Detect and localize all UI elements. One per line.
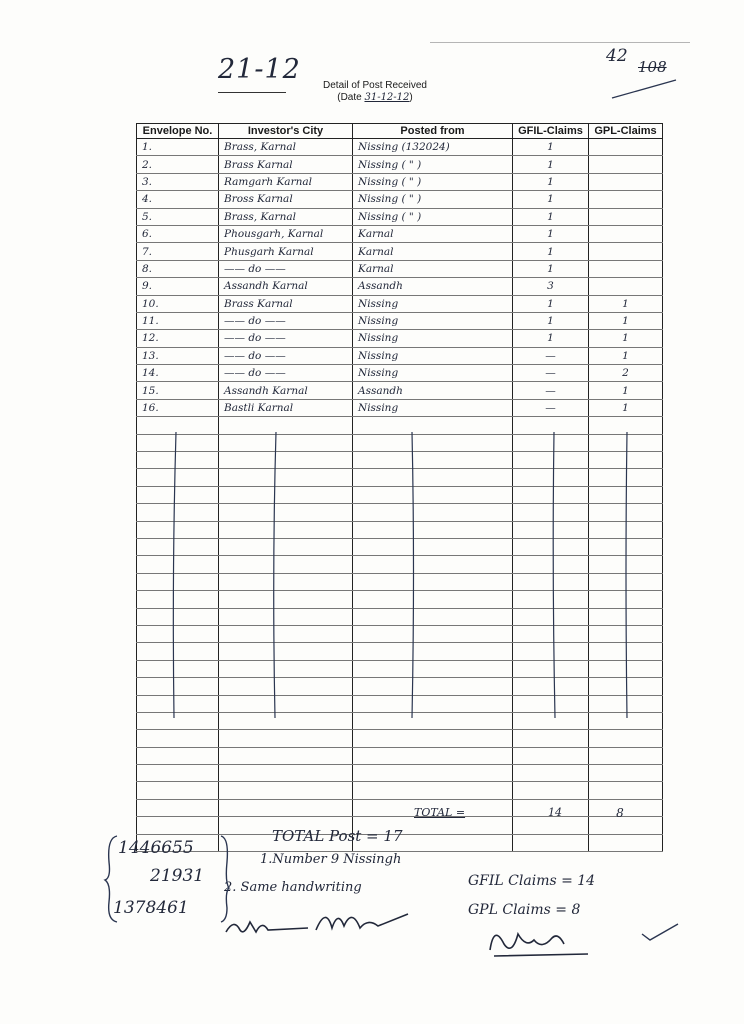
cell-envelope-no: 6. (137, 225, 219, 242)
blank-table-row (137, 747, 663, 764)
cell-envelope-no: 5. (137, 208, 219, 225)
col-envelope-no: Envelope No. (137, 124, 219, 139)
cell-investor-city: Phousgarh, Karnal (219, 225, 353, 242)
cell-gfil-claim: 1 (513, 139, 589, 156)
cell-investor-city: Bastli Karnal (219, 399, 353, 416)
cell-investor-city (219, 625, 353, 642)
cell-investor-city (219, 486, 353, 503)
col-gpl-claims: GPL-Claims (589, 124, 663, 139)
table-row (137, 225, 663, 242)
cell-gpl-claim (589, 260, 663, 277)
cell-gfil-claim: — (513, 382, 589, 399)
cell-gpl-claim (589, 834, 663, 851)
cell-posted-from: Nissing ( " ) (353, 208, 513, 225)
cell-gpl-claim (589, 156, 663, 173)
cell-investor-city (219, 573, 353, 590)
cell-envelope-no (137, 782, 219, 799)
table-row (137, 260, 663, 277)
cell-posted-from: Karnal (353, 260, 513, 277)
cell-envelope-no (137, 799, 219, 816)
blank-table-row (137, 678, 663, 695)
blank-table-row (137, 712, 663, 729)
date-underline (218, 92, 286, 93)
blank-table-row (137, 782, 663, 799)
total-gfil: 14 (548, 806, 562, 819)
blank-strike-line-3 (408, 430, 418, 720)
table-row (137, 382, 663, 399)
cell-investor-city (219, 538, 353, 555)
handwritten-date: 21-12 (218, 54, 301, 85)
cell-investor-city: Assandh Karnal (219, 382, 353, 399)
cell-investor-city (219, 678, 353, 695)
cell-gfil-claim: — (513, 365, 589, 382)
blank-strike-line-2 (270, 430, 280, 720)
cell-envelope-no: 1. (137, 139, 219, 156)
cell-posted-from (353, 434, 513, 451)
cell-gfil-claim: — (513, 399, 589, 416)
cell-posted-from (353, 556, 513, 573)
bracket-number-1: 1446655 (118, 838, 194, 858)
cell-investor-city: —— do —— (219, 365, 353, 382)
blank-table-row (137, 591, 663, 608)
table-row (137, 365, 663, 382)
cell-envelope-no: 3. (137, 173, 219, 190)
cell-gfil-claim: 1 (513, 173, 589, 190)
cell-posted-from (353, 573, 513, 590)
cell-gpl-claim (589, 208, 663, 225)
cell-posted-from (353, 678, 513, 695)
cell-gfil-claim (513, 834, 589, 851)
cell-posted-from (353, 486, 513, 503)
cell-posted-from: Assandh (353, 382, 513, 399)
bracket-number-2: 21931 (150, 866, 205, 886)
cell-investor-city (219, 695, 353, 712)
cell-investor-city: —— do —— (219, 312, 353, 329)
table-row (137, 191, 663, 208)
cell-investor-city (219, 660, 353, 677)
cell-investor-city (219, 556, 353, 573)
cell-investor-city: Brass, Karnal (219, 139, 353, 156)
cell-posted-from (353, 730, 513, 747)
cell-posted-from (353, 660, 513, 677)
blank-table-row (137, 643, 663, 660)
cell-gfil-claim: 1 (513, 191, 589, 208)
cell-posted-from: Nissing ( " ) (353, 191, 513, 208)
cell-gpl-claim (589, 173, 663, 190)
cell-envelope-no: 9. (137, 278, 219, 295)
blank-table-row (137, 765, 663, 782)
blank-strike-line-1 (170, 430, 180, 720)
cell-posted-from: Nissing ( " ) (353, 156, 513, 173)
cell-investor-city (219, 434, 353, 451)
note-2: 2. Same handwriting (224, 880, 362, 895)
date-suffix: ) (409, 92, 413, 103)
cell-posted-from (353, 712, 513, 729)
cell-gpl-claim: 1 (589, 399, 663, 416)
blank-table-row (137, 799, 663, 816)
cell-investor-city: Ramgarh Karnal (219, 173, 353, 190)
col-posted-from: Posted from (353, 124, 513, 139)
cell-investor-city (219, 799, 353, 816)
cell-posted-from (353, 504, 513, 521)
col-gfil-claims: GFIL-Claims (513, 124, 589, 139)
cell-posted-from (353, 469, 513, 486)
total-post-note: TOTAL Post = 17 (272, 827, 403, 845)
cell-envelope-no (137, 730, 219, 747)
cell-posted-from: Nissing (353, 295, 513, 312)
table-row (137, 156, 663, 173)
cell-posted-from (353, 643, 513, 660)
cell-gfil-claim (513, 817, 589, 834)
table-row (137, 312, 663, 329)
blank-strike-line-4 (550, 430, 560, 720)
cell-envelope-no: 11. (137, 312, 219, 329)
table-row (137, 399, 663, 416)
cell-gpl-claim: 1 (589, 330, 663, 347)
cell-gfil-claim (513, 730, 589, 747)
cell-investor-city (219, 417, 353, 434)
cell-posted-from: Nissing (353, 347, 513, 364)
cell-posted-from (353, 765, 513, 782)
blank-table-row (137, 625, 663, 642)
blank-table-row (137, 417, 663, 434)
cell-investor-city: Assandh Karnal (219, 278, 353, 295)
cell-gpl-claim (589, 730, 663, 747)
tick-mark (640, 920, 680, 942)
cell-investor-city (219, 782, 353, 799)
cell-envelope-no (137, 747, 219, 764)
cell-gfil-claim: 1 (513, 260, 589, 277)
cell-envelope-no: 7. (137, 243, 219, 260)
cell-envelope-no: 8. (137, 260, 219, 277)
cell-posted-from (353, 747, 513, 764)
cell-envelope-no: 12. (137, 330, 219, 347)
gpl-claims-note: GPL Claims = 8 (468, 902, 581, 918)
cell-investor-city: —— do —— (219, 260, 353, 277)
blank-table-row (137, 434, 663, 451)
table-row (137, 208, 663, 225)
signature-3 (484, 920, 594, 960)
cell-investor-city (219, 712, 353, 729)
cell-investor-city (219, 452, 353, 469)
cell-posted-from (353, 782, 513, 799)
cell-investor-city (219, 730, 353, 747)
table-row (137, 243, 663, 260)
cell-posted-from (353, 452, 513, 469)
cell-investor-city: Brass Karnal (219, 295, 353, 312)
cell-gfil-claim: 1 (513, 243, 589, 260)
date-prefix: (Date (337, 92, 365, 103)
cell-gpl-claim (589, 278, 663, 295)
blank-table-row (137, 521, 663, 538)
cell-envelope-no: 15. (137, 382, 219, 399)
blank-table-row (137, 538, 663, 555)
cell-posted-from: Nissing ( " ) (353, 173, 513, 190)
title-text: Detail of Post Received (323, 80, 427, 91)
cell-posted-from: Nissing (353, 399, 513, 416)
col-investor-city: Investor's City (219, 124, 353, 139)
cell-posted-from (353, 538, 513, 555)
cell-gfil-claim: 1 (513, 330, 589, 347)
table-row (137, 330, 663, 347)
cell-posted-from (353, 591, 513, 608)
cell-gpl-claim (589, 191, 663, 208)
cell-investor-city: Brass, Karnal (219, 208, 353, 225)
cell-investor-city (219, 504, 353, 521)
cell-investor-city: —— do —— (219, 347, 353, 364)
cell-gpl-claim: 1 (589, 347, 663, 364)
cell-gfil-claim (513, 782, 589, 799)
cell-gfil-claim: 1 (513, 225, 589, 242)
cell-envelope-no: 14. (137, 365, 219, 382)
cell-posted-from: Nissing (353, 365, 513, 382)
cell-posted-from: Assandh (353, 278, 513, 295)
cell-posted-from (353, 695, 513, 712)
cell-gpl-claim: 1 (589, 295, 663, 312)
total-label: TOTAL = (414, 806, 466, 819)
cell-gpl-claim (589, 243, 663, 260)
cell-posted-from (353, 417, 513, 434)
blank-table-row (137, 486, 663, 503)
cell-gpl-claim: 2 (589, 365, 663, 382)
cell-investor-city: Phusgarh Karnal (219, 243, 353, 260)
blank-strike-line-5 (622, 430, 632, 720)
blank-table-row (137, 556, 663, 573)
cell-gfil-claim: 1 (513, 295, 589, 312)
cell-gfil-claim (513, 747, 589, 764)
cell-gpl-claim: 1 (589, 312, 663, 329)
cell-posted-from: Karnal (353, 225, 513, 242)
date-value: 31-12-12 (364, 92, 410, 103)
cell-gfil-claim: 3 (513, 278, 589, 295)
blank-table-row (137, 695, 663, 712)
table-row (137, 139, 663, 156)
post-register-table (136, 123, 662, 852)
cell-envelope-no: 13. (137, 347, 219, 364)
cell-investor-city (219, 591, 353, 608)
cell-gfil-claim (513, 765, 589, 782)
cell-investor-city (219, 765, 353, 782)
blank-table-row (137, 504, 663, 521)
cell-gpl-claim (589, 225, 663, 242)
blank-table-row (137, 730, 663, 747)
cell-posted-from: Nissing (353, 312, 513, 329)
cell-posted-from: Nissing (353, 330, 513, 347)
blank-table-row (137, 660, 663, 677)
cell-investor-city (219, 469, 353, 486)
cell-gpl-claim (589, 139, 663, 156)
table-header-row (137, 124, 663, 139)
table-row (137, 347, 663, 364)
handwritten-page-number: 42 (606, 46, 628, 66)
cell-envelope-no: 10. (137, 295, 219, 312)
document-title (300, 80, 450, 104)
cell-envelope-no (137, 765, 219, 782)
cell-investor-city (219, 643, 353, 660)
total-gpl: 8 (616, 806, 624, 820)
cell-gpl-claim (589, 782, 663, 799)
blank-table-row (137, 573, 663, 590)
cell-investor-city (219, 747, 353, 764)
struck-page-number: 108 (638, 58, 667, 76)
cell-envelope-no: 4. (137, 191, 219, 208)
signature-2 (312, 900, 412, 940)
blank-table-row (137, 608, 663, 625)
cell-gpl-claim (589, 747, 663, 764)
cell-envelope-no: 16. (137, 399, 219, 416)
cell-envelope-no: 2. (137, 156, 219, 173)
table-row (137, 295, 663, 312)
signature-1 (222, 910, 312, 940)
blank-table-row (137, 469, 663, 486)
cell-gpl-claim (589, 765, 663, 782)
date-line (300, 92, 450, 104)
cell-posted-from (353, 625, 513, 642)
cell-investor-city (219, 608, 353, 625)
cell-gfil-claim: 1 (513, 312, 589, 329)
gfil-claims-note: GFIL Claims = 14 (468, 873, 596, 889)
cell-investor-city: —— do —— (219, 330, 353, 347)
cell-gfil-claim: — (513, 347, 589, 364)
blank-table-row (137, 452, 663, 469)
corner-swoosh-mark (610, 76, 680, 102)
table-row (137, 173, 663, 190)
note-1: 1.Number 9 Nissingh (260, 852, 402, 867)
cell-investor-city: Brass Karnal (219, 156, 353, 173)
bracket-number-3: 1378461 (113, 898, 189, 918)
cell-gfil-claim: 1 (513, 208, 589, 225)
cell-investor-city (219, 521, 353, 538)
cell-investor-city: Bross Karnal (219, 191, 353, 208)
cell-gpl-claim: 1 (589, 382, 663, 399)
cell-posted-from (353, 521, 513, 538)
top-rule-line (430, 42, 690, 43)
cell-gfil-claim: 1 (513, 156, 589, 173)
cell-posted-from: Nissing (132024) (353, 139, 513, 156)
table-row (137, 278, 663, 295)
cell-posted-from: Karnal (353, 243, 513, 260)
cell-posted-from (353, 608, 513, 625)
